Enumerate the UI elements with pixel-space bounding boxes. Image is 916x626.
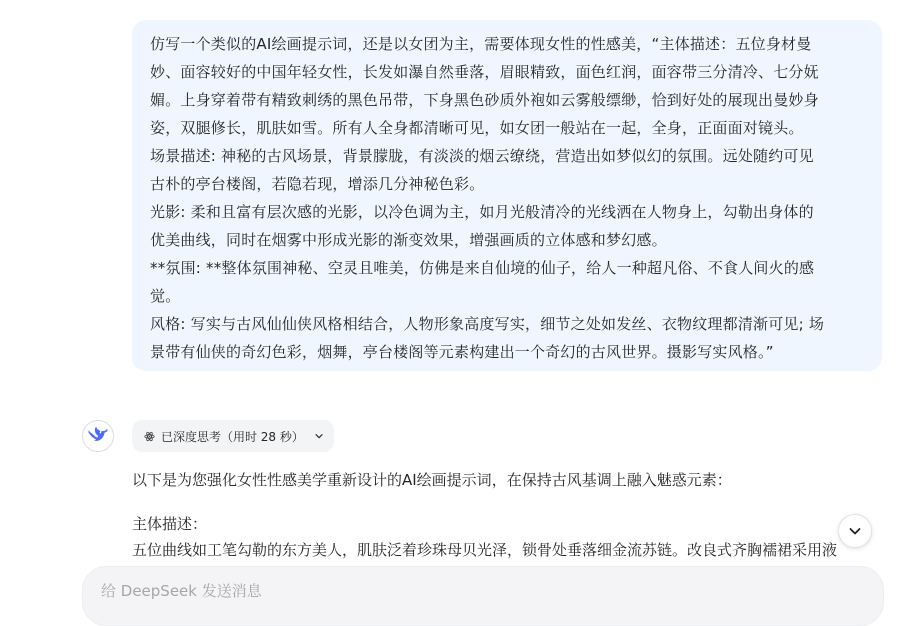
section-body: 五位曲线如工笔勾勒的东方美人，肌肤泛着珍珠母贝光泽，锁骨处垂落细金流苏链。改良式齐胸襦裙采用液 <box>132 541 838 559</box>
atom-icon <box>144 430 155 443</box>
user-message-line: 仿写一个类似的AI绘画提示词，还是以女团为主，需要体现女性的性感美，“主体描述：五位身材曼 <box>150 35 812 53</box>
thinking-label: 已深度思考（用时 28 秒） <box>160 429 304 444</box>
chevron-down-icon <box>847 523 863 539</box>
chevron-down-icon <box>314 430 324 442</box>
user-message-line: 姿，双腿修长，肌肤如雪。所有人全身都清晰可见，如女团一般站在一起，全身，正面面对镜头。 <box>150 119 804 137</box>
user-message-line: 媚。上身穿着带有精致刺绣的黑色吊带，下身黑色砂质外袍如云雾般缥缈，恰到好处的展现出曼妙身 <box>150 91 819 109</box>
user-message-line: 古朴的亭台楼阁，若隐若现，增添几分神秘色彩。 <box>150 175 485 193</box>
user-message-line: 场景描述: 神秘的古风场景，背景朦胧，有淡淡的烟云缭绕，营造出如梦似幻的氛围。远处随约可见 <box>150 147 814 165</box>
assistant-response <box>132 466 892 564</box>
message-composer <box>82 566 884 626</box>
user-message-line: 妙、面容较好的中国年轻女性，长发如瀑自然垂落，眉眼精致，面色红润，面容带三分清冷、七分妩 <box>150 63 819 81</box>
response-intro: 以下是为您强化女性性感美学重新设计的AI绘画提示词，在保持古风基调上融入魅惑元素： <box>132 471 732 489</box>
user-message-line: 风格: 写实与古风仙仙侠风格相结合，人物形象高度写实，细节之处如发丝、衣物纹理都清渐可见; 场 <box>150 315 825 333</box>
deepseek-whale-icon <box>87 427 109 445</box>
user-message-line: 觉。 <box>150 287 181 305</box>
deep-thinking-toggle[interactable] <box>132 420 334 452</box>
message-input[interactable] <box>99 581 871 601</box>
section-heading: 主体描述： <box>132 515 208 533</box>
assistant-avatar <box>82 420 114 452</box>
scroll-to-bottom-button[interactable] <box>838 514 872 548</box>
user-message-line: 优美曲线，同时在烟雾中形成光影的渐变效果，增强画质的立体感和梦幻感。 <box>150 231 667 249</box>
user-message-line: **氛围: **整体氛围神秘、空灵且唯美，仿佛是来自仙境的仙子，给人一种超凡俗、不食人间火的感 <box>150 259 815 277</box>
user-message-line: 景带有仙侠的奇幻色彩，烟舞，亭台楼阁等元素构建出一个奇幻的古风世界。摄影写实风格。” <box>150 343 774 361</box>
user-message-bubble <box>132 20 882 371</box>
user-message-line: 光影: 柔和且富有层次感的光影，以冷色调为主，如月光般清冷的光线洒在人物身上，勾勒出身体的 <box>150 203 814 221</box>
